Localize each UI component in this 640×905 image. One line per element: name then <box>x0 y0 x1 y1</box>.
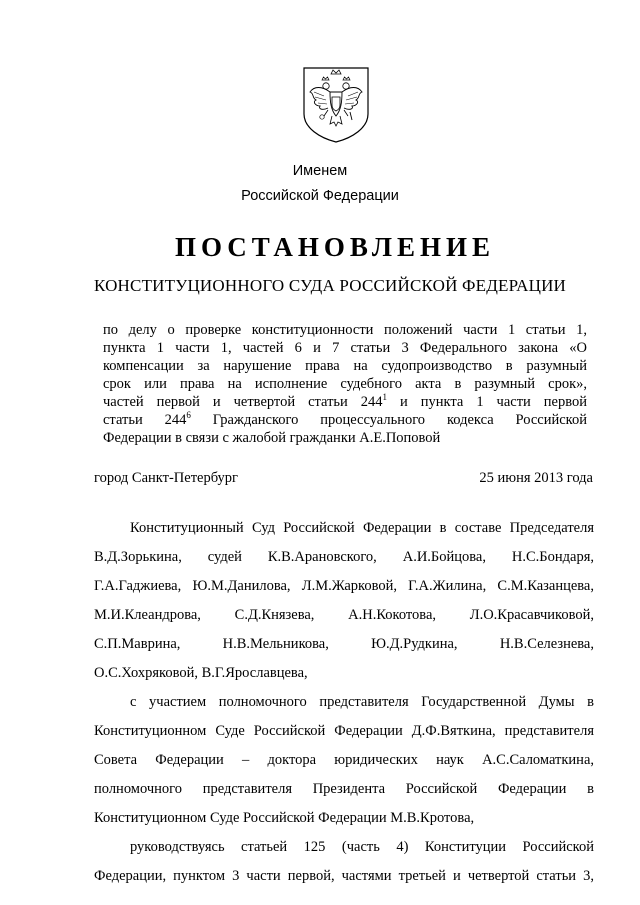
document-title: ПОСТАНОВЛЕНИЕ <box>174 232 496 262</box>
body-line: руководствуясь статьей 125 (часть 4) Конституции Российской <box>130 839 594 855</box>
case-line-text: частей первой и четвертой статьи 244 <box>103 394 383 410</box>
body-line: Г.А.Гаджиева, Ю.М.Данилова, Л.М.Жарковой, Г.А.Жилина, С.М.Казанцева, <box>94 578 594 594</box>
case-line: пункта 1 части 1, частей 6 и 7 статьи 3 Федерального закона «О <box>103 340 587 356</box>
body-line: Конституционном Суде Российской Федерации М.В.Кротова, <box>94 810 475 826</box>
court-name: КОНСТИТУЦИОННОГО СУДА РОССИЙСКОЙ ФЕДЕРАЦИИ <box>93 276 567 295</box>
body-line: Конституционном Суде Российской Федерации Д.Ф.Вяткина, представителя <box>94 723 594 739</box>
body-line: О.С.Хохряковой, В.Г.Ярославцева, <box>94 665 308 681</box>
case-line <box>103 411 587 429</box>
superscript: 1 <box>382 392 388 402</box>
superscript: 6 <box>186 410 191 420</box>
body-line: Конституционный Суд Российской Федерации в составе Председателя <box>130 520 594 536</box>
case-line-text: Гражданского процессуального кодекса Российской <box>190 412 587 428</box>
body-line: полномочного представителя Президента Российской Федерации в <box>94 781 594 797</box>
body-line: с участием полномочного представителя Государственной Думы в <box>130 694 594 710</box>
document-body <box>94 518 594 895</box>
case-line-text: и пункта 1 части первой <box>387 394 587 410</box>
double-headed-eagle-icon <box>300 62 372 144</box>
case-line: Федерации в связи с жалобой гражданки А.Е.Поповой <box>103 430 441 446</box>
body-line: Федерации, пунктом 3 части первой, частями третьей и четвертой статьи 3, <box>94 868 594 884</box>
case-line <box>103 393 587 411</box>
header-line-in-the-name: Именем <box>292 163 348 179</box>
body-line: В.Д.Зорькина, судей К.В.Арановского, А.И.Бойцова, Н.С.Бондаря, <box>94 549 594 565</box>
case-line-text: статьи 244 <box>103 412 187 428</box>
date-of-issue: 25 июня 2013 года <box>479 470 593 486</box>
body-line: С.П.Маврина, Н.В.Мельникова, Ю.Д.Рудкина, Н.В.Селезнева, <box>94 636 594 652</box>
case-description <box>103 321 587 447</box>
coat-of-arms-emblem <box>300 62 372 144</box>
header-line-russian-federation: Российской Федерации <box>241 188 399 204</box>
body-line: М.И.Клеандрова, С.Д.Князева, А.Н.Кокотова, Л.О.Красавчиковой, <box>94 607 594 623</box>
case-line: срок или права на исполнение судебного акта в разумный срок», <box>103 376 587 392</box>
case-line: по делу о проверке конституционности положений части 1 статьи 1, <box>103 322 587 338</box>
place-of-issue: город Санкт-Петербург <box>94 470 239 486</box>
case-line: компенсации за нарушение права на судопроизводство в разумный <box>103 358 587 374</box>
body-line: Совета Федерации – доктора юридических наук А.С.Саломаткина, <box>94 752 594 768</box>
